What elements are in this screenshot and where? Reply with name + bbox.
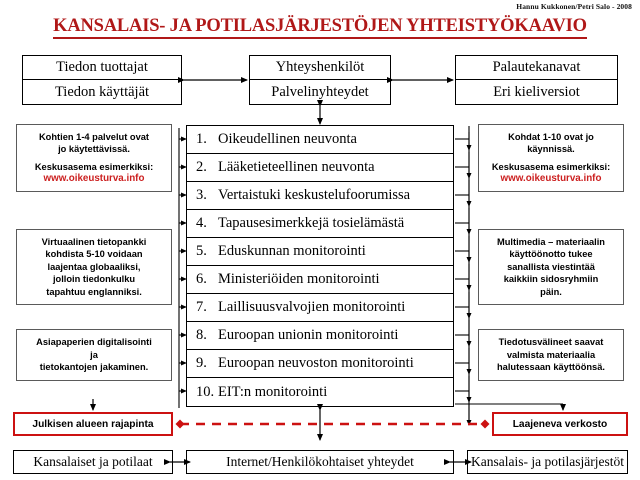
note-line: jolloin tiedonkulku [52, 274, 136, 285]
top-box-upper: Tiedon tuottajat [22, 55, 182, 80]
note-line: kohdista 5-10 voidaan [45, 249, 143, 260]
note-line: Multimedia – materiaalin [497, 236, 605, 247]
list-item-number: 7. [196, 299, 207, 315]
list-item[interactable] [187, 182, 453, 210]
service-list [186, 125, 454, 407]
list-item-number: 9. [196, 355, 207, 371]
page-title [0, 16, 640, 37]
list-item[interactable] [187, 154, 453, 182]
top-box-upper: Yhteyshenkilöt [249, 55, 391, 80]
list-item-label: Euroopan neuvoston monitorointi [218, 355, 414, 371]
right-note-running [478, 124, 624, 192]
note-subtitle: Keskusasema esimerkiksi: [34, 161, 154, 172]
bottom-box-label: Kansalais- ja potilasjärjestöt [471, 454, 624, 469]
note-url[interactable]: www.oikeusturva.info [43, 173, 145, 184]
note-url[interactable]: www.oikeusturva.info [500, 173, 602, 184]
right-note-media [478, 329, 624, 381]
top-box-upper: Palautekanavat [455, 55, 618, 80]
interface-box-label: Laajeneva verkosto [512, 418, 608, 430]
note-line: Kohtien 1-4 palvelut ovat [38, 131, 150, 142]
note-line: kaikkiin sidosryhmiin [503, 274, 599, 285]
note-line: päin. [540, 286, 562, 297]
note-line: sanallista viestintää [507, 261, 595, 272]
note-line: Kohdat 1-10 ovat jo [508, 131, 594, 142]
interface-box-public-area [13, 412, 173, 436]
top-group-contacts [249, 55, 391, 105]
top-group-producers [22, 55, 182, 105]
note-line: halutessaan käyttöönsä. [497, 362, 605, 373]
note-line: laajentaa globaaliksi, [47, 261, 141, 272]
list-item-number: 1. [196, 131, 207, 147]
author-credit: Hannu Kukkonen/Petri Salo - 2008 [516, 2, 632, 11]
note-line: jo käytettävissä. [58, 144, 130, 154]
interface-box-label: Julkisen alueen rajapinta [32, 418, 154, 430]
bottom-box-label: Internet/Henkilökohtaiset yhteydet [226, 454, 414, 469]
list-item[interactable] [187, 378, 453, 406]
left-note-databank [16, 229, 172, 305]
list-item[interactable] [187, 210, 453, 238]
note-line: käynnissä. [527, 144, 575, 154]
left-note-availability [16, 124, 172, 192]
list-item-number: 4. [196, 215, 207, 231]
list-item-label: Vertaistuki keskustelufoorumissa [218, 187, 411, 203]
note-line: käyttöönotto tukee [509, 249, 593, 260]
list-item[interactable] [187, 294, 453, 322]
connector-right-spine [455, 126, 469, 425]
list-item-label: Eduskunnan monitorointi [218, 243, 366, 259]
list-item-label: Tapausesimerkkejä tosielämästä [218, 215, 405, 231]
note-line: ja [90, 349, 98, 360]
note-line: Virtuaalinen tietopankki [41, 236, 147, 247]
list-item-label: Laillisuusvalvojien monitorointi [218, 299, 406, 315]
list-item-number: 2. [196, 159, 207, 175]
left-note-digitalisation [16, 329, 172, 381]
bottom-box-citizens [13, 450, 173, 474]
list-item-label: Euroopan unionin monitorointi [218, 327, 399, 343]
right-note-multimedia [478, 229, 624, 305]
list-item-label: EIT:n monitorointi [218, 383, 328, 400]
note-line: tietokantojen jakaminen. [39, 362, 149, 373]
list-item-number: 5. [196, 243, 207, 259]
connector-left-spine [179, 128, 186, 408]
list-item-number: 10. [196, 383, 215, 400]
list-item[interactable] [187, 350, 453, 378]
list-item-label: Ministeriöiden monitorointi [218, 271, 380, 287]
list-item-label: Lääketieteellinen neuvonta [218, 159, 375, 175]
top-box-lower: Tiedon käyttäjät [22, 80, 182, 105]
bottom-box-internet [186, 450, 454, 474]
note-line: tapahtuu englanniksi. [46, 286, 142, 297]
note-line: Asiapaperien digitalisointi [36, 337, 152, 348]
list-item-number: 3. [196, 187, 207, 203]
top-box-lower: Palvelinyhteydet [249, 80, 391, 105]
bottom-box-label: Kansalaiset ja potilaat [33, 454, 153, 469]
note-line: valmista materiaalia [506, 349, 596, 360]
list-item-label: Oikeudellinen neuvonta [218, 131, 357, 147]
page-title-text: KANSALAIS- JA POTILASJÄRJESTÖJEN YHTEISTYÖKAAVIO [53, 16, 587, 39]
list-item[interactable] [187, 238, 453, 266]
list-item[interactable] [187, 266, 453, 294]
list-item[interactable] [187, 322, 453, 350]
top-group-feedback [455, 55, 618, 105]
interface-box-expanding-network [492, 412, 628, 436]
top-box-lower: Eri kieliversiot [455, 80, 618, 105]
list-item-number: 8. [196, 327, 207, 343]
bottom-box-organisations [467, 450, 628, 474]
list-item-number: 6. [196, 271, 207, 287]
list-item[interactable] [187, 126, 453, 154]
note-line: Tiedotusvälineet saavat [498, 337, 604, 348]
note-subtitle: Keskusasema esimerkiksi: [491, 161, 611, 172]
